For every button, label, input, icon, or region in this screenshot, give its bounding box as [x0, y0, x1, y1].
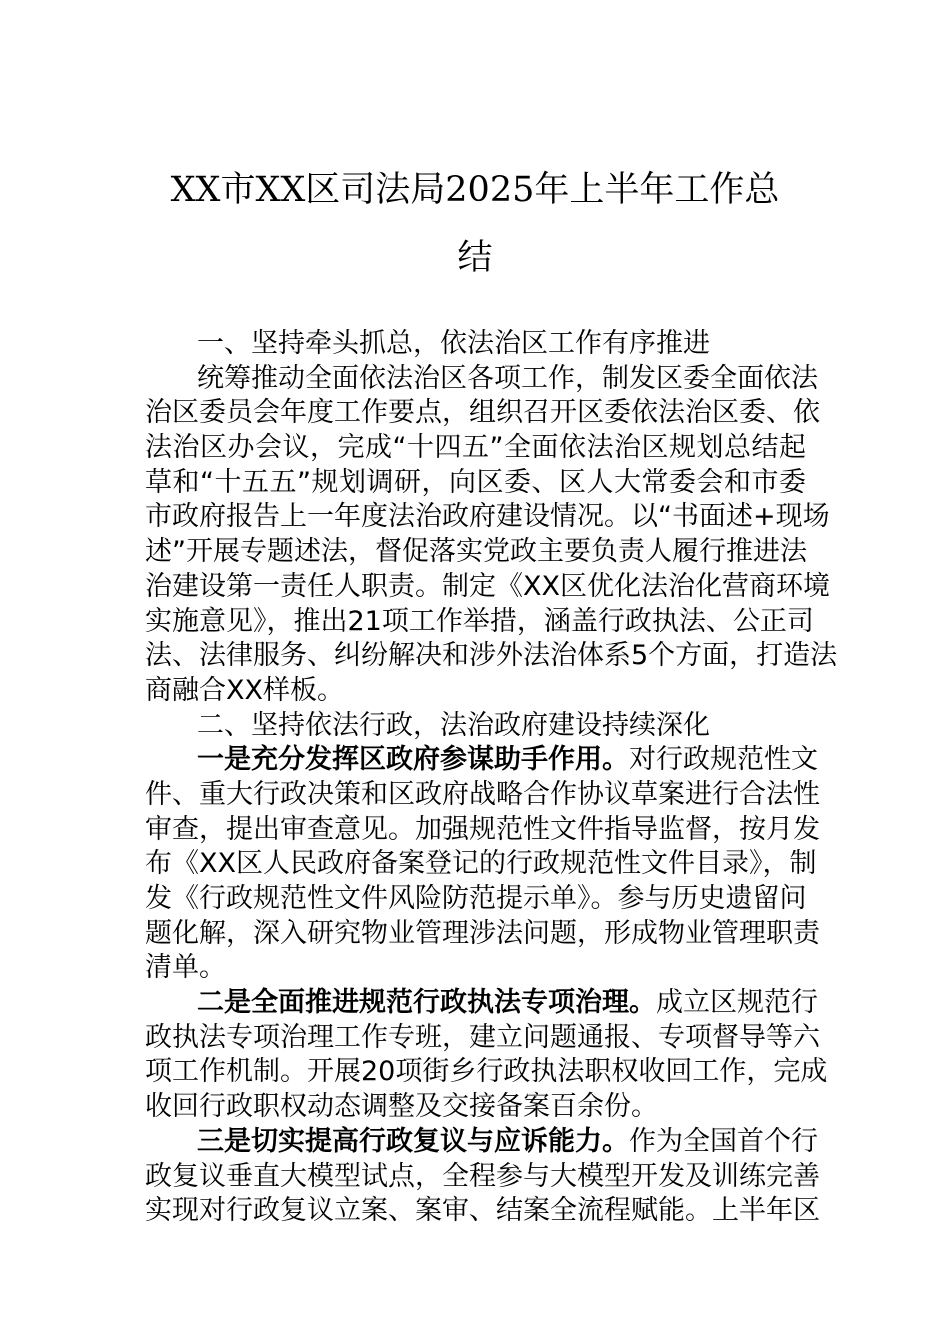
title-line-1: XX市XX区司法局2025年上半年工作总	[170, 170, 780, 210]
line-text: 收回行政职权动态调整及交接备案百余份。	[145, 1091, 658, 1123]
text-line	[145, 570, 830, 605]
text-line	[145, 709, 806, 744]
text-line	[145, 500, 830, 535]
line-text: 市政府报告上一年度法治政府建设情况。以“书面述+现场	[145, 501, 830, 533]
section-heading	[145, 709, 806, 744]
line-text: 法治区办会议，完成“十四五”全面依法治区规划总结起	[145, 432, 806, 464]
paragraph	[145, 362, 838, 709]
line-text: 法、法律服务、纠纷解决和涉外法治体系5个方面，打造法	[145, 640, 838, 672]
text-line	[145, 639, 838, 674]
title-line-2: 结	[457, 238, 493, 278]
line-text: 政复议垂直大模型试点，全程参与大模型开发及训练完善	[145, 1160, 820, 1192]
text-line	[145, 813, 820, 848]
document-body	[145, 327, 838, 1229]
text-line	[145, 466, 806, 501]
paragraph	[145, 986, 828, 1125]
line-text: 统筹推动全面依法治区各项工作，制发区委全面依法	[197, 362, 818, 394]
line-text: 草和“十五五”规划调研，向区委、区人大常委会和市委	[145, 466, 806, 498]
line-text: 题化解，深入研究物业管理涉法问题，形成物业管理职责	[145, 917, 820, 949]
line-text: 清单。	[145, 952, 226, 984]
text-line	[145, 1055, 828, 1090]
line-text: 作为全国首个行	[629, 1125, 818, 1157]
text-line	[145, 1090, 806, 1125]
text-line	[145, 743, 818, 778]
text-line	[145, 1160, 820, 1195]
paragraph	[145, 743, 820, 986]
line-text: 治区委员会年度工作要点，组织召开区委依法治区委、依	[145, 397, 820, 429]
text-line	[145, 605, 814, 640]
text-line	[145, 362, 818, 397]
text-line	[145, 882, 806, 917]
line-text: 政执法专项治理工作专班，建立问题通报、专项督导等六	[145, 1021, 820, 1053]
text-line	[145, 1125, 818, 1160]
text-line	[145, 986, 818, 1021]
text-line	[145, 535, 806, 570]
bold-lead-phrase: 二是全面推进规范行政执法专项治理。	[197, 987, 656, 1019]
text-line	[145, 1021, 820, 1056]
line-text: 实施意见》，推出21项工作举措，涵盖行政执法、公正司	[145, 605, 814, 637]
text-line	[145, 917, 820, 952]
paragraph	[145, 1125, 820, 1229]
line-text: 件、重大行政决策和区政府战略合作协议草案进行合法性	[145, 778, 820, 810]
section-heading	[145, 327, 806, 362]
line-text: 治建设第一责任人职责。制定《XX区优化法治化营商环境	[145, 570, 830, 602]
line-text: 对行政规范性文	[629, 744, 818, 776]
bold-lead-phrase: 三是切实提高行政复议与应诉能力。	[197, 1125, 629, 1157]
line-text: 审查，提出审查意见。加强规范性文件指导监督，按月发	[145, 813, 820, 845]
text-line	[145, 847, 817, 882]
text-line	[145, 327, 806, 362]
line-text: 二、坚持依法行政，法治政府建设持续深化	[197, 709, 710, 741]
text-line	[145, 396, 820, 431]
text-line	[145, 674, 806, 709]
document-title	[150, 156, 800, 292]
line-text: 一、坚持牵头抓总，依法治区工作有序推进	[197, 328, 710, 359]
text-line	[145, 951, 806, 986]
text-line	[145, 431, 806, 466]
text-line	[145, 1194, 820, 1229]
text-line	[145, 778, 820, 813]
line-text: 实现对行政复议立案、案审、结案全流程赋能。上半年区	[145, 1195, 820, 1227]
line-text: 布《XX区人民政府备案登记的行政规范性文件目录》，制	[145, 848, 817, 880]
line-text: 发《行政规范性文件风险防范提示单》。参与历史遗留问	[145, 883, 807, 914]
line-text: 成立区规范行	[656, 987, 818, 1019]
line-text: 项工作机制。开展20项街乡行政执法职权收回工作，完成	[145, 1056, 828, 1088]
bold-lead-phrase: 一是充分发挥区政府参谋助手作用。	[197, 744, 629, 776]
line-text: 述”开展专题述法，督促落实党政主要负责人履行推进法	[145, 536, 807, 568]
line-text: 商融合XX样板。	[145, 674, 344, 706]
